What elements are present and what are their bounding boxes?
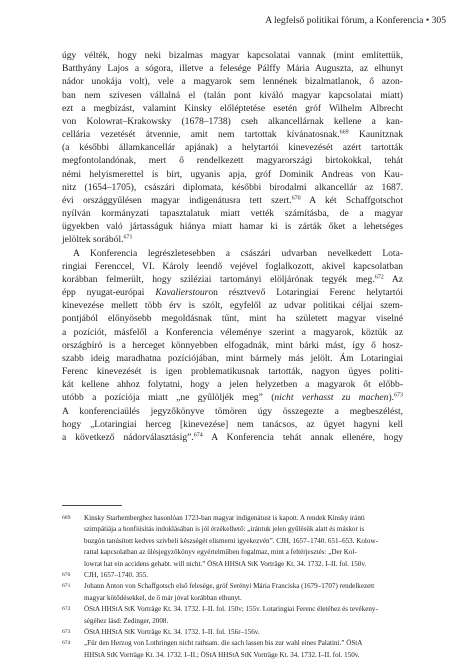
footnote	[62, 513, 403, 570]
footnote-line: Kinsky Starhemberghez hasonlóan 1723-ban magyar indigenátust is kapott. A rendek Kinsky iránti	[84, 514, 365, 522]
footnote-line: lowrat hat ein accidens gehabt. will nicht.” ÖStA HHStA StK Vorträge Kt. 34. 1732. I–II. fol. 150v.	[84, 559, 367, 568]
footnote-ref[interactable]: 674	[193, 432, 203, 439]
text-line: hogy „Lotaringiai herceg [kinevezése] nem tanácsos, az ügyet hagyni kell	[62, 418, 403, 430]
text-line: ban nem szívesen vállalná el (talán pont kiváló magyar kapcsolatai miatt)	[62, 89, 403, 101]
text-line: A Konferencia legrészletesebben a császári udvarban nevelkedett Lota-	[73, 247, 403, 259]
footnote-ref[interactable]: 672	[374, 274, 384, 281]
footnotes	[62, 513, 403, 661]
text-line: a következő nádorválasztásig”.$^{674}$ A Konferencia tehát annak ellenére, hogy	[62, 431, 403, 443]
footnote-number: 674	[62, 640, 71, 647]
footnote	[62, 627, 403, 638]
footnote-line: Johann Anton von Schaffgotsch első felesége, gróf Serényi Mária Franciska (1679–1707) rendelkezett	[84, 582, 375, 591]
footnote-line: ÖStA HHStA StK Vorträge Kt. 34. 1732. I–II. fol. 156r–156v.	[84, 627, 260, 636]
italic-term: nicht verhasst zu machen	[274, 392, 389, 404]
text-line: ringiai Ferenccel, VI. Károly leendő vejével foglalkozott, akivel kapcsolatban	[62, 260, 403, 272]
footnote	[62, 604, 403, 627]
text-line: jelöltek sorából.$^{671}$	[62, 234, 133, 246]
footnote	[62, 570, 403, 581]
text-line: nádor unokája volt), vele a magyarok sem lennének bizalmatlanok, ő azon-	[62, 76, 403, 88]
footnote	[62, 581, 403, 604]
footnote-line: buzgón tanúsított kedves szívbeli készségét elismerni igyekezvén”. CJH, 1657–1740. 651–653. Kolow-	[84, 536, 378, 545]
text-line: kát kellene ahhoz folytatni, hogy a jelen helyzetben a magyarok őt előbb-	[62, 379, 403, 391]
footnote-ref[interactable]: 670	[291, 195, 301, 202]
text-line: (a későbbi államkancellár apjának) a helytartói kinevezését azért tartották	[62, 142, 403, 154]
text-line: évi országgyűlésen magyar indigenátusra tett szert.$^{670}$ A két Schaffgotschot	[62, 194, 403, 206]
text-line: Ferenc kinevezését is igen problematikusnak tartották, nagyon ügyes politi-	[62, 366, 403, 378]
text-line: celláriа vezetését átvennie, amit nem tartottak kívánatosnak.$^{669}$ Kaunitznak	[62, 129, 403, 141]
footnote-line: rattal kapcsolatban az ülésjegyzőkönyv egyértelműben fogalmaz, mint a feltérjesztés: „Der Kol-	[84, 548, 357, 557]
footnote-line: „Für den Herzog von Lothringen nicht rathsam. die sach lassen bis zur wahl eines Palatini.” ÖStA	[84, 639, 363, 648]
text-line: a pozíciót, másfelől a Konferencia véleménye szerint a magyarok, köztük az	[62, 326, 403, 338]
footnote-line: CJH, 1657–1740. 355.	[84, 570, 149, 579]
footnote-number: 669	[62, 515, 71, 521]
text-line: pontjából előnyösebb megoldásnak tűnt, mint ha született magyar viselné	[62, 313, 403, 325]
footnote-ref[interactable]: 673	[394, 392, 404, 399]
text-line: ügyekben való jártasságuk hiánya miatt hamar ki is zárták őket a lehetséges	[62, 221, 403, 233]
text-line: megfontolandónak, mert ő rendelkezett magyarországi birtokokkal, tehát	[62, 155, 403, 167]
footnote-line: magyar kötődésekkel, de ő már jóval korábban elhunyt.	[84, 593, 242, 602]
footnote-number: 670	[62, 571, 71, 578]
text-line: szabb ideig maradhatna pozíciójában, mint bármely más jelölt. Ám Lotaringiai	[62, 352, 403, 364]
footnote-separator	[62, 505, 122, 506]
text-line: Batthyány Lajos a sógora, illetve a felesége Pálffy Mária Auguszta, az elhunyt	[62, 63, 403, 75]
text-line: von Kolowrat–Krakowsky (1678–1738) cseh alkancellárnak kellene a kan-	[62, 115, 403, 127]
footnote	[62, 638, 403, 661]
text-line: némi helyismerettel is bírt, ugyanis apja, gróf Dominik Andreas von Kau-	[62, 168, 403, 180]
text-line: A konferenciaülés jegyzőkönyve tömören úgy összegezte a megbeszélést,	[62, 405, 403, 417]
footnote-line: szimpátiája a honfiúsítás indoklásában is jól érzékelhető: „irántuk jelen gyűlésük alatt és máskor is	[84, 525, 365, 534]
header-bullet: •	[425, 15, 430, 26]
running-header	[62, 15, 446, 31]
footnote-line: ÖStA HHStA StK Vorträge Kt. 34. 1732. I–II. fol. 150v; 155v. Lotaringiai Ferenc életéhez és tevékeny-	[84, 605, 378, 614]
footnote-line: ségéhez lásd: Zedinger, 2008.	[84, 616, 169, 625]
footnote-number: 673	[62, 628, 71, 635]
text-line: úgy vélték, hogy neki bizalmas magyar kapcsolatai vannak (mint említettük,	[62, 50, 403, 61]
text-line: ezt a megbízást, valamint Kinsky előléptetése esetén gróf Wilhelm Albrecht	[62, 102, 403, 114]
footnote-line: HHStA StK Vorträge Kt. 34. 1732. I–II.; ÖStA HHStA StK Vorträge Kt. 34. 1732. I–II. fol. 150v.	[84, 650, 360, 659]
text-line: országbíró is a herceget könnyebben elfogadnák, mint bárki mást, így ő hosz-	[62, 339, 403, 351]
running-title: A legfelső politikai fórum, a Konferencia	[265, 15, 424, 26]
italic-term: Kavalierstour	[155, 287, 209, 299]
page-number: 305	[431, 15, 446, 26]
text-line: nitz (1654–1705), császári diplomata, későbbi birodalmi alkancellár az 1687.	[62, 181, 403, 193]
footnote-number: 672	[62, 606, 71, 613]
text-line: utóbb a pozíciója miatt „ne gyűlöljék meg” (nicht verhasst zu machen).$^{673}$	[62, 392, 404, 404]
main-text	[62, 49, 403, 444]
text-line: nyílván kormányzati tapasztalatuk miatt vették számításba, de a magyar	[62, 208, 403, 220]
text-line: korábban felmerült, hogy sziléziai tartományi elöljárónak tegyék meg.$^{672}$ Az	[62, 273, 404, 285]
text-line: épp nyugat-európai Kavalierstouron résztvevő Lotaringiai Ferenc helytartói	[62, 287, 403, 299]
footnote-number: 671	[62, 583, 71, 590]
footnote-ref[interactable]: 669	[339, 129, 349, 136]
footnote-ref[interactable]: 671	[123, 234, 133, 241]
text-line: kinevezése mellett több érv is szólt, egyfelől az udvar politikai céljai szem-	[62, 300, 403, 312]
